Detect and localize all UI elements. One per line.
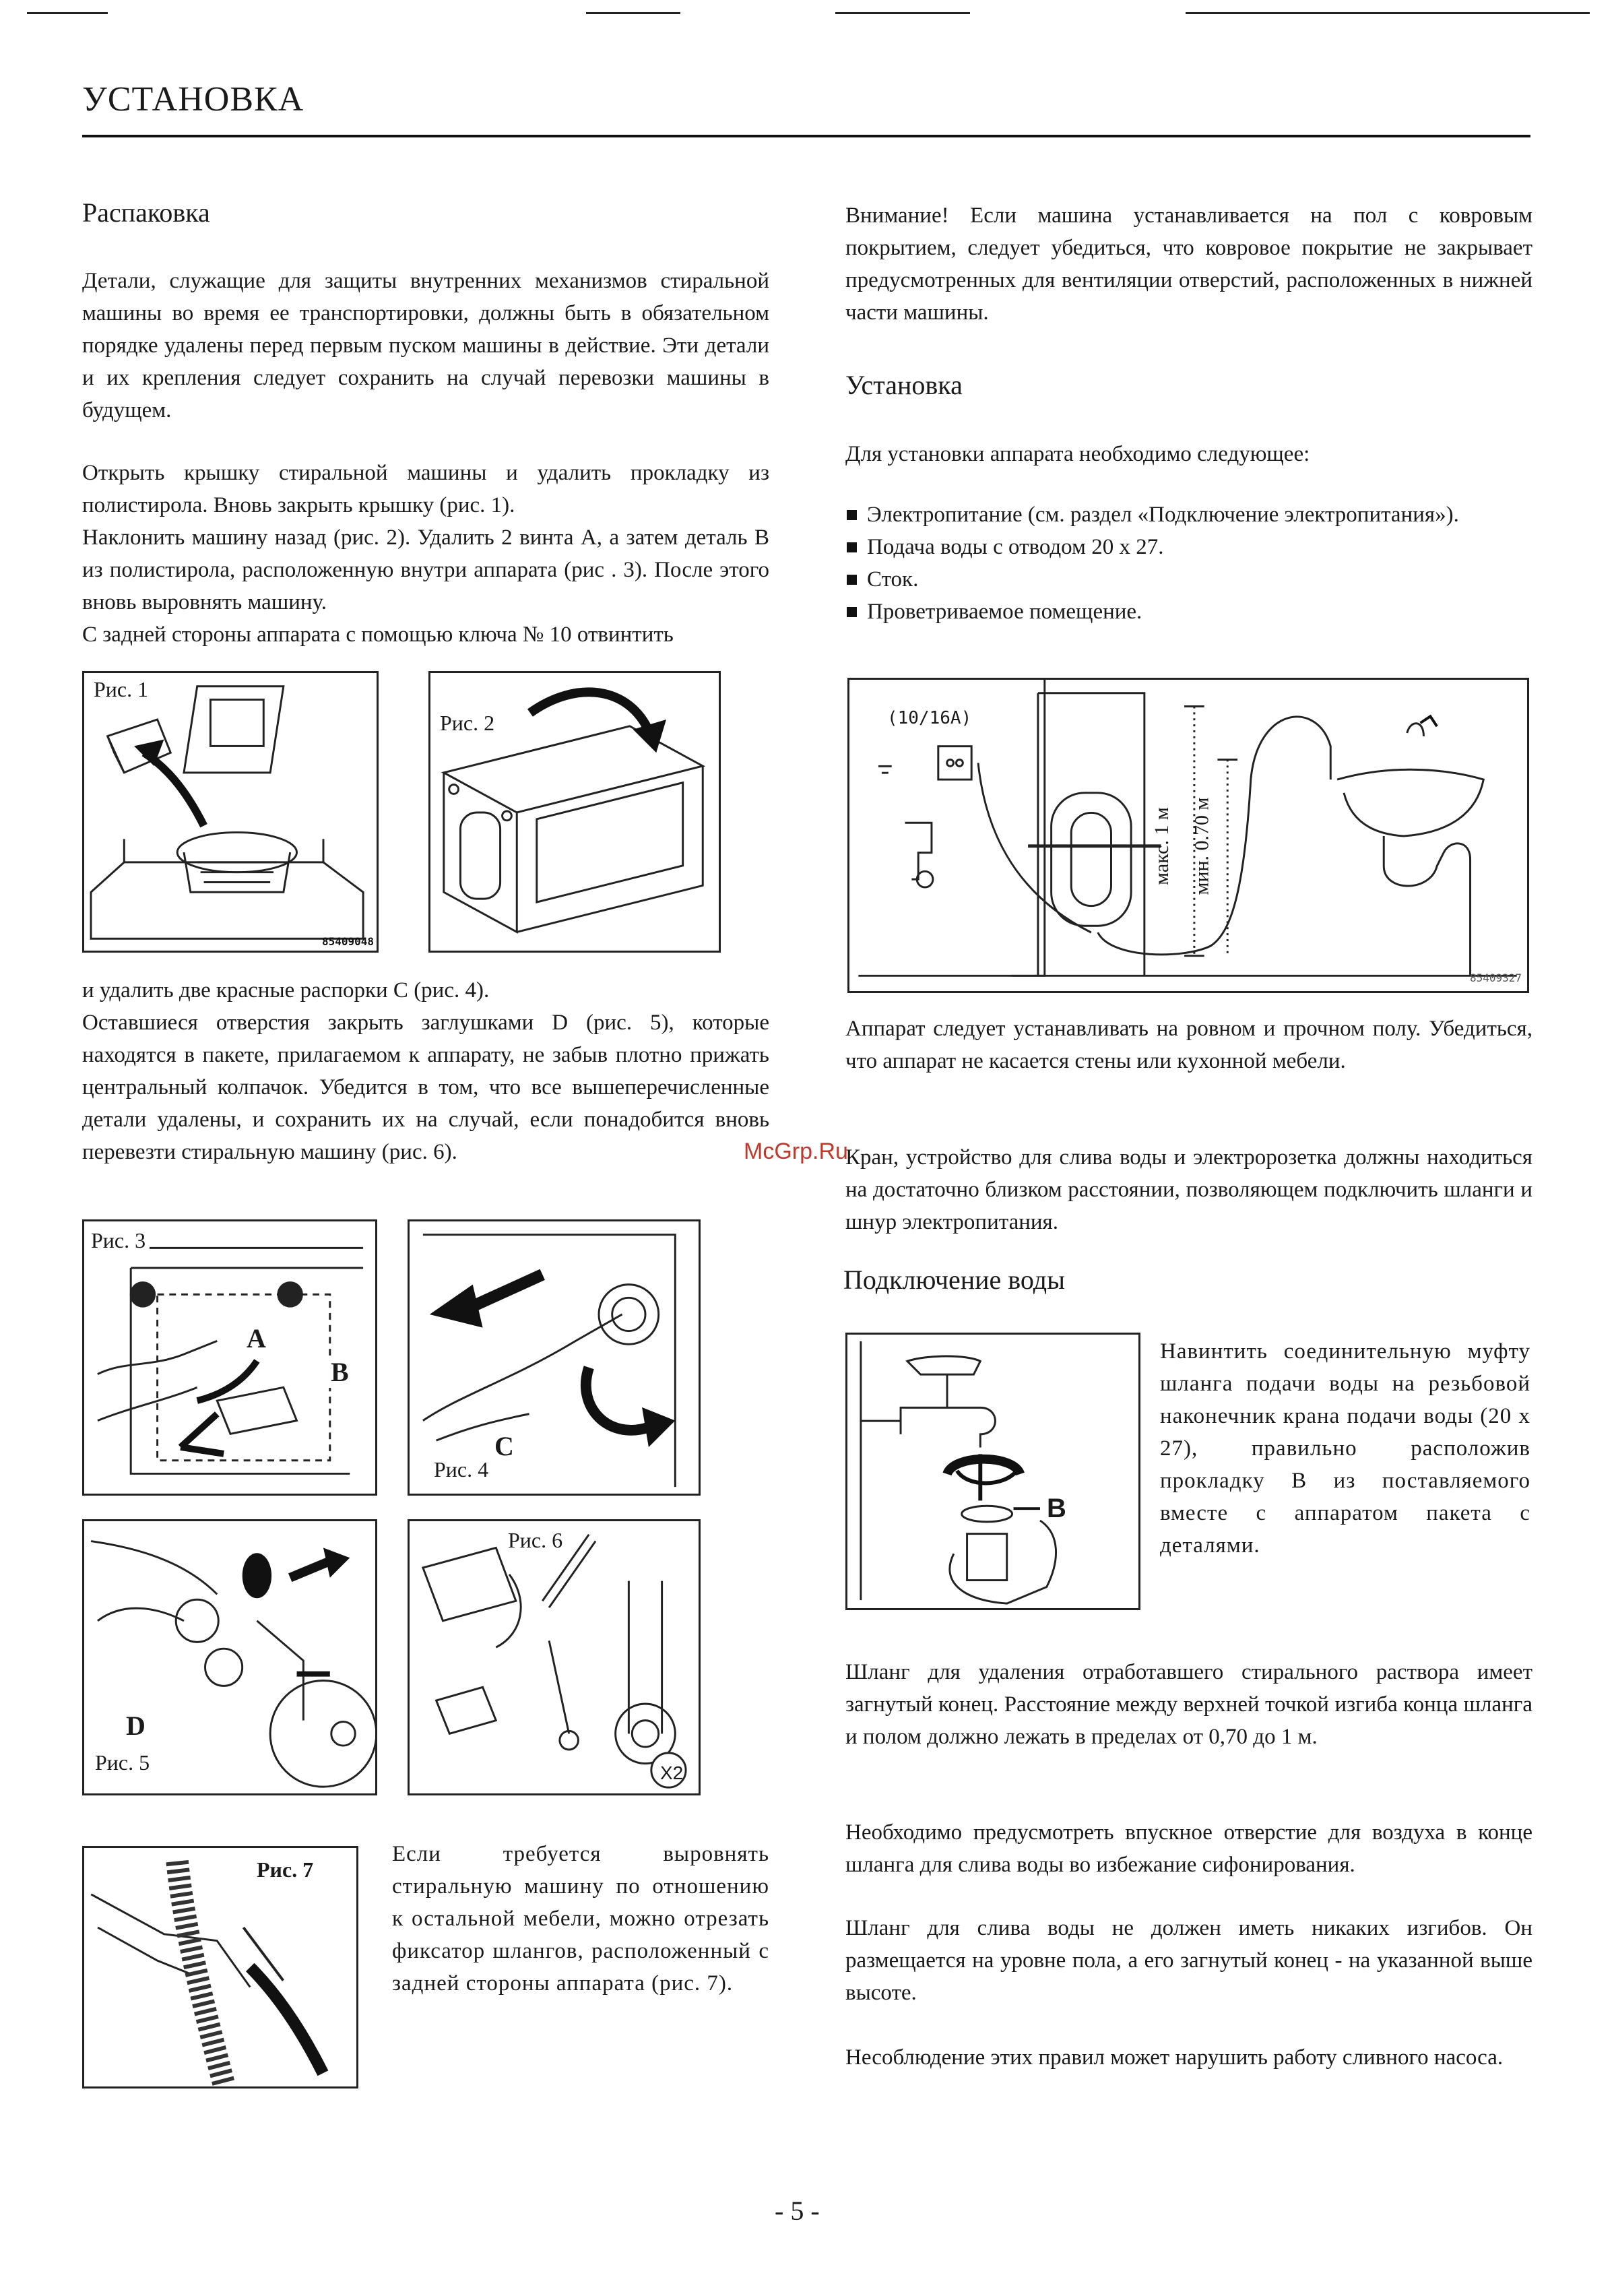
figure-7-label: Рис. 7 [253, 1857, 317, 1882]
figure-6 [408, 1519, 701, 1795]
drain-air-paragraph: Необходимо предусмотреть впускное отверстие для воздуха в конце шланга для слива воды во избежание сифонирования. [845, 1820, 1532, 1877]
water-heading: Подключение воды [843, 1265, 1065, 1295]
scan-line [586, 12, 680, 14]
requirement-power: Электропитание (см. раздел «Подключение электропитания»). [845, 499, 1492, 531]
warning-paragraph: Внимание! Если машина устанавливается на пол с ковровым покрытием, следует убедиться, что ковровое покрытие не закрывает предусмотренных для вентиляции отверстий, расположенных в нижней части машины. [845, 203, 1532, 325]
figure-6-drawing [410, 1521, 699, 1793]
figure-4-mark-c: C [490, 1430, 518, 1462]
figure-7-drawing [84, 1848, 356, 2086]
figure-1-code: 85409048 [321, 935, 374, 948]
requirement-water: Подача воды с отводом 20 x 27. [845, 531, 1492, 563]
install-heading: Установка [845, 370, 963, 400]
drain-warning-paragraph: Несоблюдение этих правил может нарушить работу сливного насоса. [845, 2045, 1504, 2070]
figure-2-label: Рис. 2 [436, 711, 498, 736]
requirement-drain: Сток. [845, 563, 1492, 596]
figure-5-label: Рис. 5 [91, 1750, 154, 1775]
figure-6-mark-x2: X2 [660, 1762, 684, 1783]
install-intro: Для установки аппарата необходимо следующее: [845, 442, 1310, 466]
spacers-paragraph: и удалить две красные распорки C (рис. 4). [82, 978, 490, 1002]
figure-7 [82, 1846, 358, 2088]
installation-code: 85409327 [1469, 971, 1522, 984]
leveling-paragraph: Если требуется выровнять стиральную машину по отношению к остальной мебели, можно отрезать фиксатор шлангов, расположенный с задней стороны аппарата (рис. 7). [392, 1842, 769, 1996]
figure-3 [82, 1219, 377, 1496]
water-mark-b: B [1047, 1494, 1066, 1523]
unpacking-paragraph: Детали, служащие для защиты внутренних механизмов стиральной машины во время ее транспортировки, должны быть в обязательном порядке удалены перед первым пуском машины в действие. Эти детали и их крепления следует сохранить на случай перевозки машины в будущем. [82, 269, 769, 422]
page-title: УСТАНОВКА [82, 80, 304, 119]
tilt-paragraph: Наклонить машину назад (рис. 2). Удалить 2 винта A, а затем деталь B из полистирола, расположенную внутри аппарата (рис . 3). После этого вновь выровнять машину. [82, 525, 769, 614]
figure-3-mark-a: A [243, 1322, 270, 1354]
lid-paragraph: Открыть крышку стиральной машины и удалить прокладку из полистирола. Вновь закрыть крышку (рис. 1). [82, 461, 769, 517]
scan-line [27, 12, 108, 14]
scan-line [835, 12, 970, 14]
wrench-paragraph: С задней стороны аппарата с помощью ключа № 10 отвинтить [82, 623, 674, 647]
power-rating: (10/16A) [887, 708, 972, 728]
plugs-paragraph: Оставшиеся отверстия закрыть заглушками D (рис. 5), которые находятся в пакете, прилагаемом к аппарату, не забыв плотно прижать центральный колпачок. Убедится в том, что все вышеперечисленные детали удалены, и сохранить их на случай, если понадобится вновь перевезти стиральную машину (рис. 6). [82, 1011, 769, 1164]
min-height-label: мин. 0.70 м [1190, 797, 1213, 895]
drain-height-paragraph: Шланг для удаления отработавшего стирального раствора имеет загнутый конец. Расстояние между верхней точкой изгиба конца шланга и полом должно лежать в пределах от 0,70 до 1 м. [845, 1660, 1532, 1749]
tap-paragraph: Кран, устройство для слива воды и электророзетка должны находиться на достаточно близком расстоянии, позволяющем подключить шланги и шнур электропитания. [845, 1145, 1532, 1234]
requirement-ventilation: Проветриваемое помещение. [845, 596, 1492, 628]
figure-3-label: Рис. 3 [87, 1228, 150, 1253]
figure-3-mark-b: B [327, 1356, 353, 1388]
installation-diagram [847, 678, 1529, 993]
page-number: - 5 - [775, 2196, 820, 2226]
figure-4-label: Рис. 4 [430, 1457, 492, 1482]
figure-4-drawing [410, 1221, 699, 1494]
water-connection-drawing [847, 1335, 1138, 1608]
figure-6-label: Рис. 6 [504, 1528, 567, 1553]
figure-5 [82, 1519, 377, 1795]
floor-paragraph: Аппарат следует устанавливать на ровном и прочном полу. Убедиться, что аппарат не касается стены или кухонной мебели. [845, 1017, 1532, 1073]
watermark: McGrp.Ru [744, 1139, 848, 1164]
figure-4 [408, 1219, 701, 1496]
water-connection-figure [845, 1333, 1140, 1610]
unpacking-heading: Распаковка [82, 197, 210, 228]
title-divider [82, 135, 1530, 137]
scan-line [1186, 12, 1590, 14]
figure-5-mark-d: D [122, 1710, 150, 1742]
figure-2 [428, 671, 721, 953]
figure-1-drawing [84, 673, 377, 951]
figure-1 [82, 671, 379, 953]
water-connection-paragraph: Навинтить соединительную муфту шланга подачи воды на резьбовой наконечник крана подачи воды (20 x 27), правильно расположив прокладку B из поставляемого вместе с аппаратом пакета с деталями. [1160, 1339, 1530, 1558]
max-height-label: макс. 1 м [1150, 807, 1173, 885]
install-requirements-list [845, 499, 1492, 628]
figure-1-label: Рис. 1 [90, 677, 152, 702]
drain-hose-paragraph: Шланг для слива воды не должен иметь никаких изгибов. Он размещается на уровне пола, а его загнутый конец - на указанной выше высоте. [845, 1916, 1532, 2005]
